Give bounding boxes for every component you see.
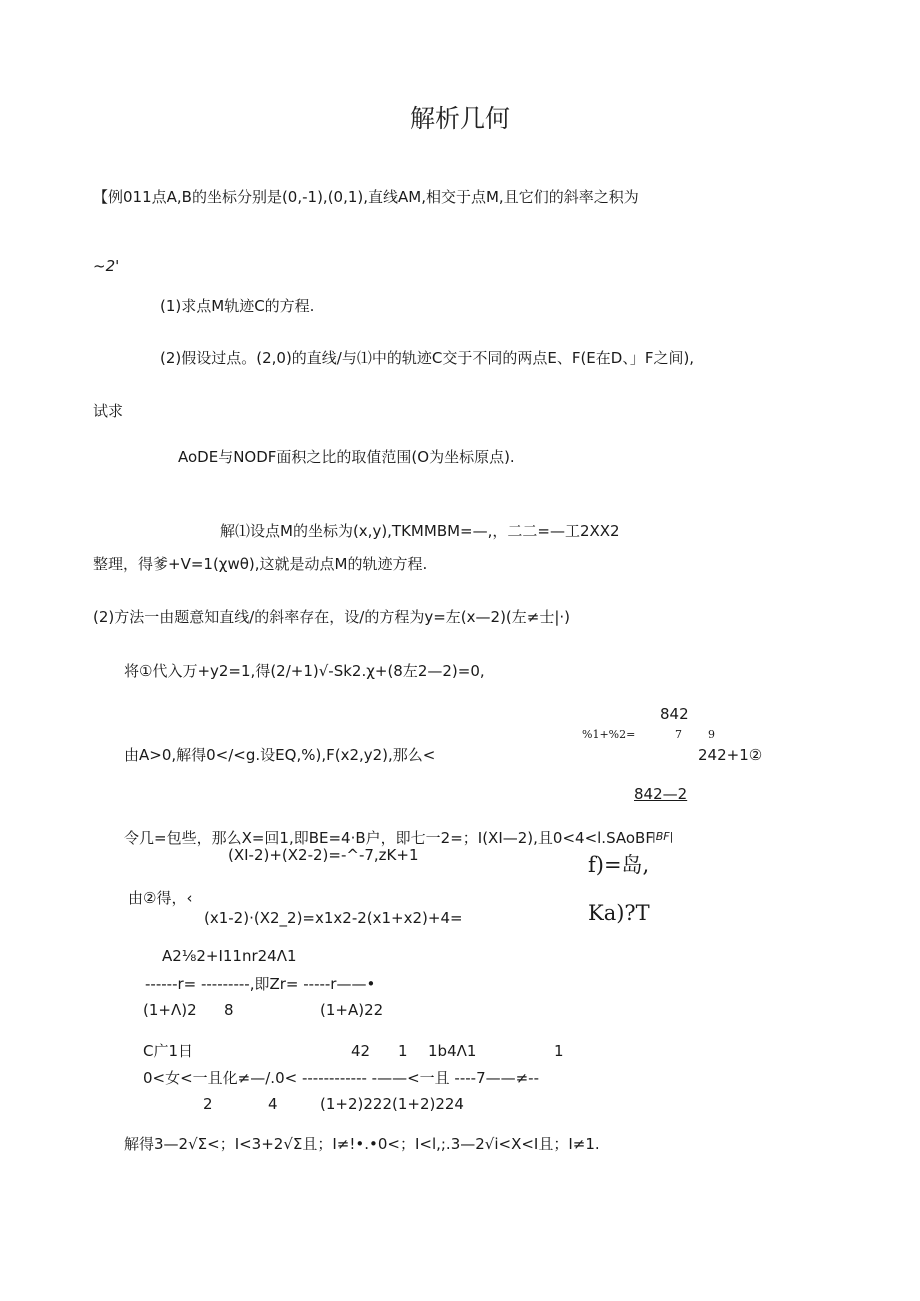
range-bottom-3: (1+2)222(1+2)224 [320,1095,464,1113]
expr-denom-1: (1+Λ)2 [143,1001,197,1019]
fraction-fragment: ~2' [93,257,120,275]
question-2-target: AoDE与NODF面积之比的取值范围(O为坐标原点). [178,448,515,466]
fraction-numerator-1: 842 [660,705,689,723]
range-top-5: 1 [554,1042,564,1060]
expr-denom-2: 8 [224,1001,234,1019]
discriminant-line: 由A>0,解得0</<g.设EQ,%),F(x2,y2),那么< [124,746,436,764]
expr-denom-3: (1+A)22 [320,1001,384,1019]
product-equation: (x1-2)·(X2_2)=x1x2-2(x1+x2)+4= [204,909,463,927]
range-top-3: 1 [398,1042,408,1060]
solution-1: 解⑴设点M的坐标为(x,y),TKMMBM=—,，二二=—工2XX2 [220,522,620,540]
lambda-line: 令几=包些，那么X=回1,即BE=4·B户，即七一2=；I(XI—2),且0<4<l.SAoBF [124,829,654,847]
sum-label: %1+%2= [582,728,636,741]
question-2: (2)假设过点。(2,0)的直线/与⑴中的轨迹C交于不同的两点E、F(E在D、」F之间), [160,349,695,367]
range-bottom-2: 4 [268,1095,278,1113]
ratio-fragment: f)=岛, [588,853,650,877]
from-equation-2: 由②得，‹ [128,889,193,907]
question-1: (1)求点M轨迹C的方程. [160,297,315,315]
expr-line-1: A2⅛2+I11nr24Λ1 [162,947,297,965]
equation-2-label: 242+1② [698,746,763,764]
range-top-4: 1b4Λ1 [428,1042,477,1060]
range-top-2: 42 [351,1042,371,1060]
final-solution: 解得3—2√Σ<；I<3+2√Σ且；I≠!•.•0<；I<l,;.3—2√i<X<I且；I≠1. [124,1135,600,1153]
expr-line-2: ------r= ---------,即Zr= -----r——• [145,975,376,993]
solution-1-result: 整理，得爹+V=1(χwθ),这就是动点M的轨迹方程. [93,555,428,573]
substitution-line: 将①代入万+y2=1,得(2/+1)√-Sk2.χ+(8左2—2)=0, [124,662,485,680]
fragment-9: 9 [708,728,715,741]
example-statement: 【例011点A,B的坐标分别是(0,-1),(0,1),直线AM,相交于点M,且它们的斜率之积为 [93,188,639,206]
fraction-numerator-2: 842—2 [634,785,688,803]
fragment-7: 7 [675,728,682,741]
area-ratio-fragment: |BF| [652,830,674,843]
ka-fragment: Ka)?T [588,901,650,925]
sum-equation: (XI-2)+(X2-2)=-^-7,zK+1 [228,846,419,864]
range-inequality: 0<女<一且化≠—/.0< ------------ -——<一且 ----7——≠-- [143,1069,540,1087]
range-top-1: C广1日 [143,1042,194,1060]
range-bottom-1: 2 [203,1095,213,1113]
solution-2-intro: (2)方法一由题意知直线/的斜率存在，设/的方程为y=左(x—2)(左≠士|·) [93,608,571,626]
question-2-cont: 试求 [93,402,124,420]
page-title: 解析几何 [409,104,510,133]
